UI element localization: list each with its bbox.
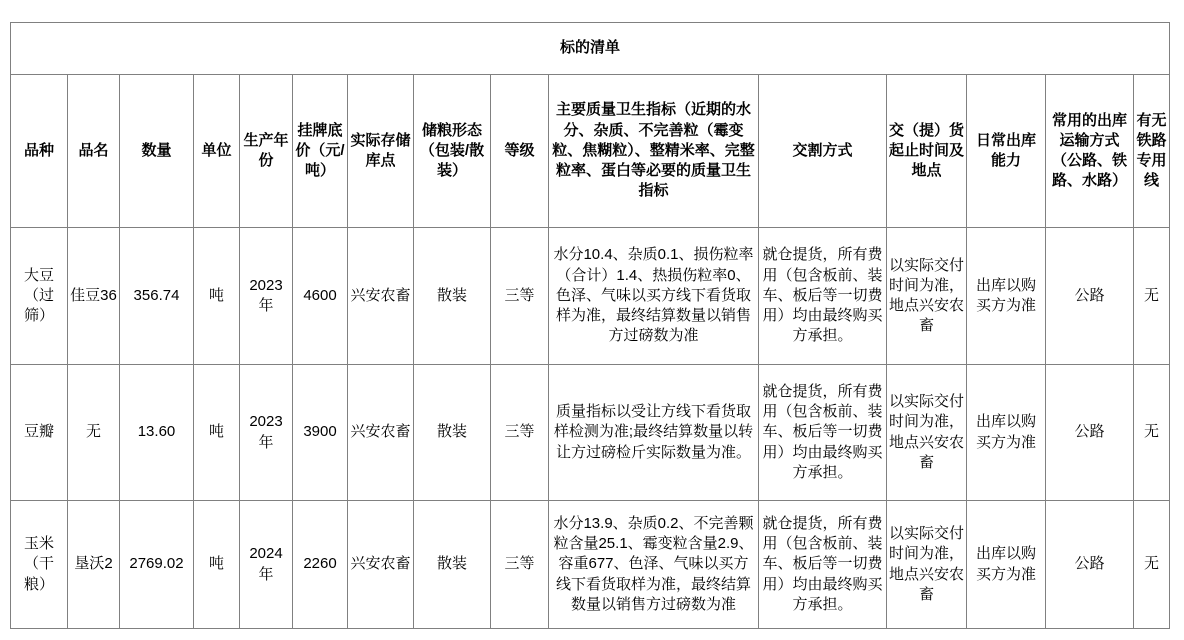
cell-floor-price: 3900 xyxy=(293,365,348,501)
table-row xyxy=(11,365,1170,501)
cell-quality-indicators: 质量指标以受让方线下看货取样检测为准;最终结算数量以转让方过磅检斤实际数量为准。 xyxy=(549,365,759,501)
table-row xyxy=(11,228,1170,365)
page-title: 标的清单 xyxy=(11,23,1170,75)
cell-transport-mode: 公路 xyxy=(1046,365,1134,501)
cell-quantity: 2769.02 xyxy=(120,501,194,629)
col-header-unit: 单位 xyxy=(194,75,240,228)
table-header-row xyxy=(11,75,1170,228)
cell-unit: 吨 xyxy=(194,365,240,501)
cell-storage-site: 兴安农畜 xyxy=(348,501,414,629)
col-header-storage-form: 储粮形态（包装/散装） xyxy=(414,75,491,228)
col-header-storage-site: 实际存储库点 xyxy=(348,75,414,228)
cell-quantity: 13.60 xyxy=(120,365,194,501)
cell-variety: 玉米（干粮） xyxy=(11,501,68,629)
cell-railway-line: 无 xyxy=(1134,365,1170,501)
cell-delivery-method: 就仓提货，所有费用（包含板前、装车、板后等一切费用）均由最终购买方承担。 xyxy=(759,501,887,629)
cell-production-year: 2024年 xyxy=(240,501,293,629)
cell-product-name: 无 xyxy=(68,365,120,501)
cell-storage-site: 兴安农畜 xyxy=(348,228,414,365)
cell-variety: 大豆（过筛） xyxy=(11,228,68,365)
cell-transport-mode: 公路 xyxy=(1046,501,1134,629)
table-row xyxy=(11,501,1170,629)
col-header-quality-indicators: 主要质量卫生指标（近期的水分、杂质、不完善粒（霉变粒、焦糊粒）、整精米率、完整粒率、蛋白等必要的质量卫生指标 xyxy=(549,75,759,228)
cell-grade: 三等 xyxy=(491,228,549,365)
table-title-row xyxy=(11,23,1170,75)
cell-railway-line: 无 xyxy=(1134,501,1170,629)
col-header-pickup-time-location: 交（提）货起止时间及地点 xyxy=(887,75,967,228)
col-header-delivery-method: 交割方式 xyxy=(759,75,887,228)
cell-daily-outbound-capacity: 出库以购买方为准 xyxy=(967,501,1046,629)
cell-storage-site: 兴安农畜 xyxy=(348,365,414,501)
col-header-quantity: 数量 xyxy=(120,75,194,228)
cell-production-year: 2023年 xyxy=(240,365,293,501)
col-header-floor-price: 挂牌底价（元/吨） xyxy=(293,75,348,228)
cell-floor-price: 4600 xyxy=(293,228,348,365)
cell-pickup-time-location: 以实际交付时间为准，地点兴安农畜 xyxy=(887,228,967,365)
col-header-product-name: 品名 xyxy=(68,75,120,228)
listing-table xyxy=(10,22,1170,629)
cell-variety: 豆瓣 xyxy=(11,365,68,501)
col-header-daily-outbound-capacity: 日常出库能力 xyxy=(967,75,1046,228)
col-header-railway-line: 有无铁路专用线 xyxy=(1134,75,1170,228)
cell-unit: 吨 xyxy=(194,501,240,629)
cell-quality-indicators: 水分13.9、杂质0.2、不完善颗粒含量25.1、霉变粒含量2.9、容重677、色泽、气味以买方线下看货取样为准，最终结算数量以销售方过磅数为准 xyxy=(549,501,759,629)
cell-pickup-time-location: 以实际交付时间为准，地点兴安农畜 xyxy=(887,501,967,629)
col-header-production-year: 生产年份 xyxy=(240,75,293,228)
cell-daily-outbound-capacity: 出库以购买方为准 xyxy=(967,228,1046,365)
col-header-transport-mode: 常用的出库运输方式（公路、铁路、水路） xyxy=(1046,75,1134,228)
cell-delivery-method: 就仓提货，所有费用（包含板前、装车、板后等一切费用）均由最终购买方承担。 xyxy=(759,228,887,365)
cell-product-name: 佳豆36 xyxy=(68,228,120,365)
cell-storage-form: 散装 xyxy=(414,228,491,365)
cell-grade: 三等 xyxy=(491,501,549,629)
cell-unit: 吨 xyxy=(194,228,240,365)
cell-quality-indicators: 水分10.4、杂质0.1、损伤粒率（合计）1.4、热损伤粒率0、色泽、气味以买方线下看货取样为准，最终结算数量以销售方过磅数为准 xyxy=(549,228,759,365)
cell-pickup-time-location: 以实际交付时间为准，地点兴安农畜 xyxy=(887,365,967,501)
cell-storage-form: 散装 xyxy=(414,365,491,501)
cell-production-year: 2023年 xyxy=(240,228,293,365)
cell-delivery-method: 就仓提货，所有费用（包含板前、装车、板后等一切费用）均由最终购买方承担。 xyxy=(759,365,887,501)
cell-daily-outbound-capacity: 出库以购买方为准 xyxy=(967,365,1046,501)
col-header-grade: 等级 xyxy=(491,75,549,228)
cell-grade: 三等 xyxy=(491,365,549,501)
cell-quantity: 356.74 xyxy=(120,228,194,365)
cell-floor-price: 2260 xyxy=(293,501,348,629)
col-header-variety: 品种 xyxy=(11,75,68,228)
cell-railway-line: 无 xyxy=(1134,228,1170,365)
cell-transport-mode: 公路 xyxy=(1046,228,1134,365)
cell-storage-form: 散装 xyxy=(414,501,491,629)
cell-product-name: 垦沃2 xyxy=(68,501,120,629)
